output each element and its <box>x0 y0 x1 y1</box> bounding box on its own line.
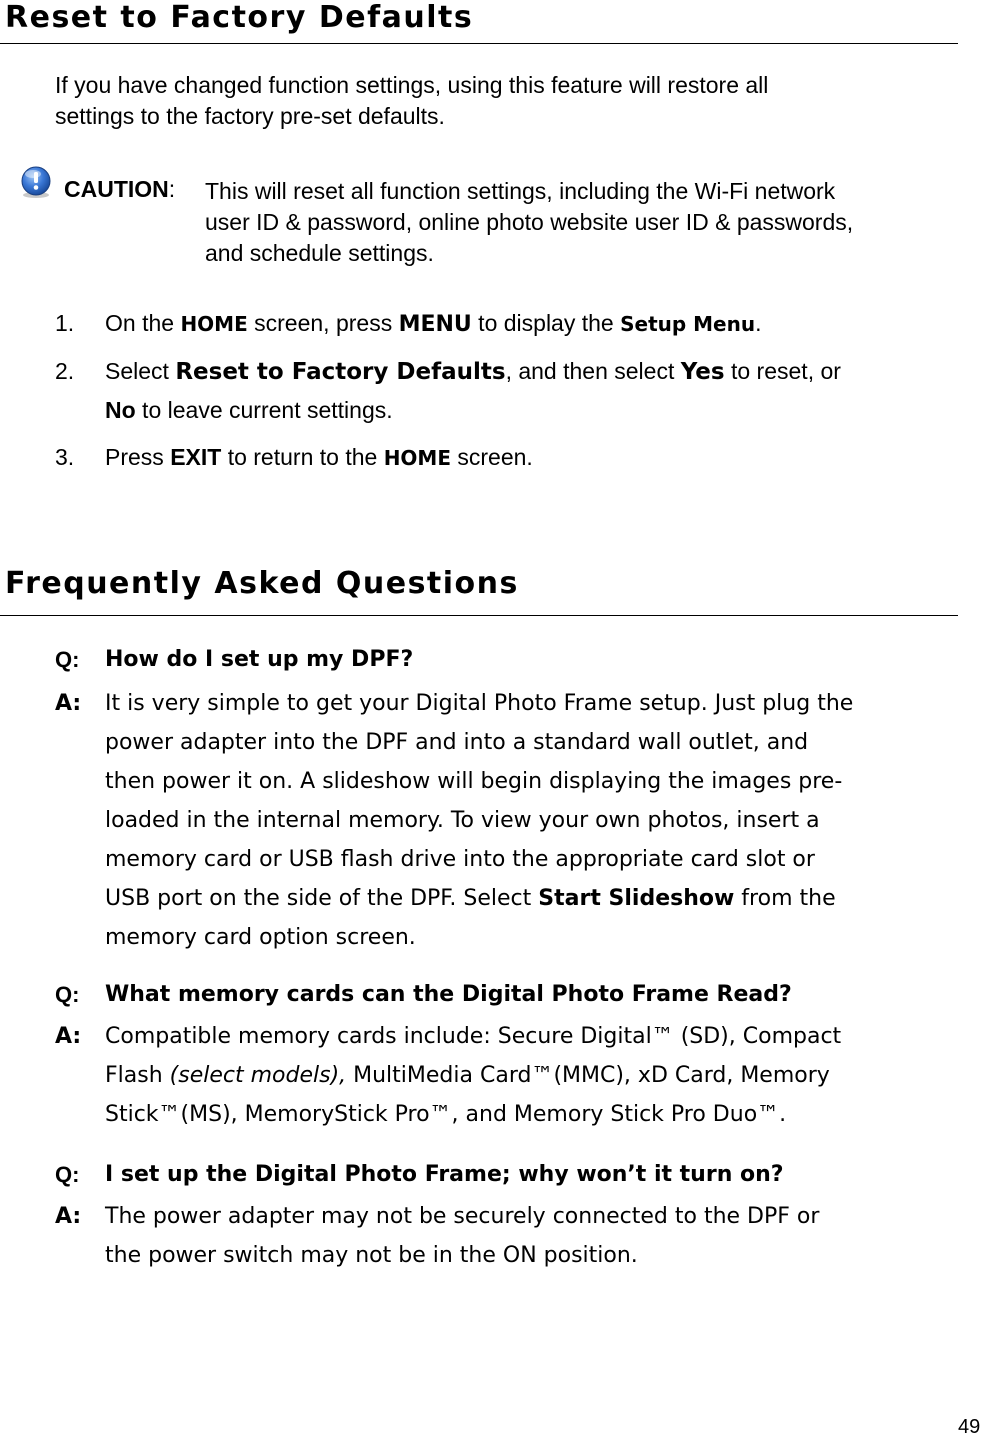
step-text: Select Reset to Factory Defaults, and then select Yes to reset, or No to leave current settings. <box>105 358 841 423</box>
home-term: HOME <box>180 312 248 336</box>
no-term: No <box>105 397 136 423</box>
caution-text <box>205 176 989 269</box>
yes-term: Yes <box>680 359 725 385</box>
caution-icon <box>18 165 54 201</box>
answer-marker: A: <box>55 691 82 716</box>
caution-line: This will reset all function settings, including the Wi-Fi network <box>205 178 836 204</box>
section-title-faq: Frequently Asked Questions <box>5 566 519 601</box>
intro-line: settings to the factory pre-set defaults. <box>55 103 445 129</box>
home-term: HOME <box>383 446 451 470</box>
menu-term: MENU <box>398 312 472 337</box>
step-number: 2. <box>55 358 75 384</box>
question-text: I set up the Digital Photo Frame; why won’t it turn on? <box>105 1162 784 1187</box>
caution-line: user ID & password, online photo website user ID & passwords, <box>205 209 854 235</box>
answer-text: Compatible memory cards include: Secure Digital™ (SD), Compact Flash (select models), MultiMedia Card™(MMC), xD Card, Memory Stick™(MS), MemoryStick Pro™, and Memory Stick Pro Duo™. <box>105 1024 842 1127</box>
section-rule <box>0 615 958 616</box>
step-number: 3. <box>55 444 75 470</box>
answer-marker: A: <box>55 1024 82 1049</box>
intro-line: If you have changed function settings, using this feature will restore all <box>55 72 769 98</box>
reset-term: Reset to Factory Defaults <box>175 359 506 385</box>
answer-text: It is very simple to get your Digital Photo Frame setup. Just plug the power adapter into the DPF and into a standard wall outlet, and then power it on. A slideshow will begin displaying the images pre- loaded in the internal memory. To view your own photos, insert a memory card or USB flash drive into the appropriate card slot or USB port on the side of the DPF. Select Start Slideshow from the memory card option screen. <box>105 691 854 950</box>
step-number: 1. <box>55 310 75 336</box>
question-marker: Q: <box>55 1162 80 1187</box>
intro-paragraph <box>55 70 955 132</box>
section-rule <box>0 43 958 44</box>
question-marker: Q: <box>55 647 80 672</box>
step-text: On the HOME screen, press MENU to display the Setup Menu. <box>105 310 762 337</box>
caution-label: CAUTION: <box>64 176 176 202</box>
caution-line: and schedule settings. <box>205 240 434 266</box>
setup-menu-term: Setup Menu <box>620 312 756 336</box>
answer-text: The power adapter may not be securely connected to the DPF or the power switch may not be in the ON position. <box>105 1204 820 1268</box>
page-number: 49 <box>958 1416 981 1438</box>
section-title-reset: Reset to Factory Defaults <box>5 0 474 35</box>
start-slideshow-term: Start Slideshow <box>538 886 735 911</box>
question-text: What memory cards can the Digital Photo Frame Read? <box>105 982 792 1007</box>
answer-marker: A: <box>55 1204 82 1229</box>
question-marker: Q: <box>55 982 80 1007</box>
question-text: How do I set up my DPF? <box>105 647 414 672</box>
exit-term: EXIT <box>170 444 222 470</box>
step-text: Press EXIT to return to the HOME screen. <box>105 444 533 470</box>
